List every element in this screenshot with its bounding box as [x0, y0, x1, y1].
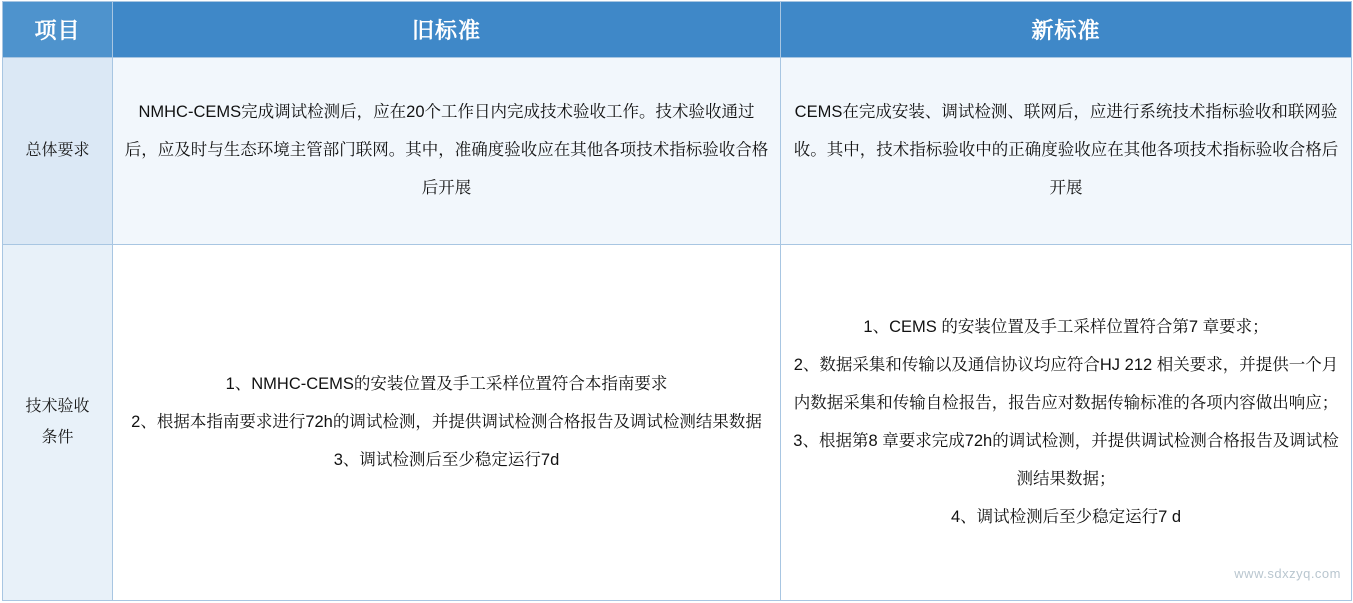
row-label-line-2: 条件 — [41, 428, 74, 446]
cell-paragraph: NMHC-CEMS完成调试检测后，应在20个工作日内完成技术验收工作。技术验收通过后，应及时与生态环境主管部门联网。其中，准确度验收应在其他各项技术指标验收合格后开展 — [124, 103, 769, 198]
cell-paragraph: CEMS在完成安装、调试检测、联网后，应进行系统技术指标验收和联网验收。其中，技术指标验收中的正确度验收应在其他各项技术指标验收合格后开展 — [793, 103, 1339, 198]
cell-paragraph: 3、调试检测后至少稳定运行7d — [333, 450, 560, 469]
cell-paragraph: 4、调试检测后至少稳定运行7 d — [950, 507, 1182, 526]
row-label-overall-requirements: 总体要求 — [3, 58, 113, 245]
column-header-old-standard: 旧标准 — [113, 2, 781, 58]
cell-paragraph: 2、数据采集和传输以及通信协议均应符合HJ 212 相关要求，并提供一个月内数据采集和传输自检报告，报告应对数据传输标准的各项内容做出响应； — [793, 355, 1339, 412]
cell-paragraph: 2、根据本指南要求进行72h的调试检测，并提供调试检测合格报告及调试检测结果数据 — [131, 412, 762, 431]
column-header-new-standard: 新标准 — [781, 2, 1352, 58]
column-header-item: 项目 — [3, 2, 113, 58]
watermark-text: www.sdxzyq.com — [1234, 566, 1341, 581]
cell-old-overall-requirements — [113, 58, 781, 245]
comparison-table-container — [0, 1, 1353, 603]
table-header — [3, 2, 1352, 58]
table-body — [3, 58, 1352, 601]
cell-new-acceptance-conditions — [781, 245, 1352, 601]
cell-paragraph: 1、NMHC-CEMS的安装位置及手工采样位置符合本指南要求 — [225, 374, 668, 393]
row-label-line-1: 技术验收 — [25, 398, 90, 416]
cell-new-overall-requirements — [781, 58, 1352, 245]
table-row — [3, 58, 1352, 245]
table-row — [3, 245, 1352, 601]
row-label-acceptance-conditions — [3, 245, 113, 601]
cell-paragraph: 3、根据第8 章要求完成72h的调试检测，并提供调试检测合格报告及调试检测结果数据； — [793, 431, 1339, 488]
standards-comparison-table — [2, 1, 1352, 601]
cell-paragraph: 1、CEMS 的安装位置及手工采样位置符合第7 章要求； — [863, 317, 1269, 336]
cell-old-acceptance-conditions — [113, 245, 781, 601]
table-header-row — [3, 2, 1352, 58]
